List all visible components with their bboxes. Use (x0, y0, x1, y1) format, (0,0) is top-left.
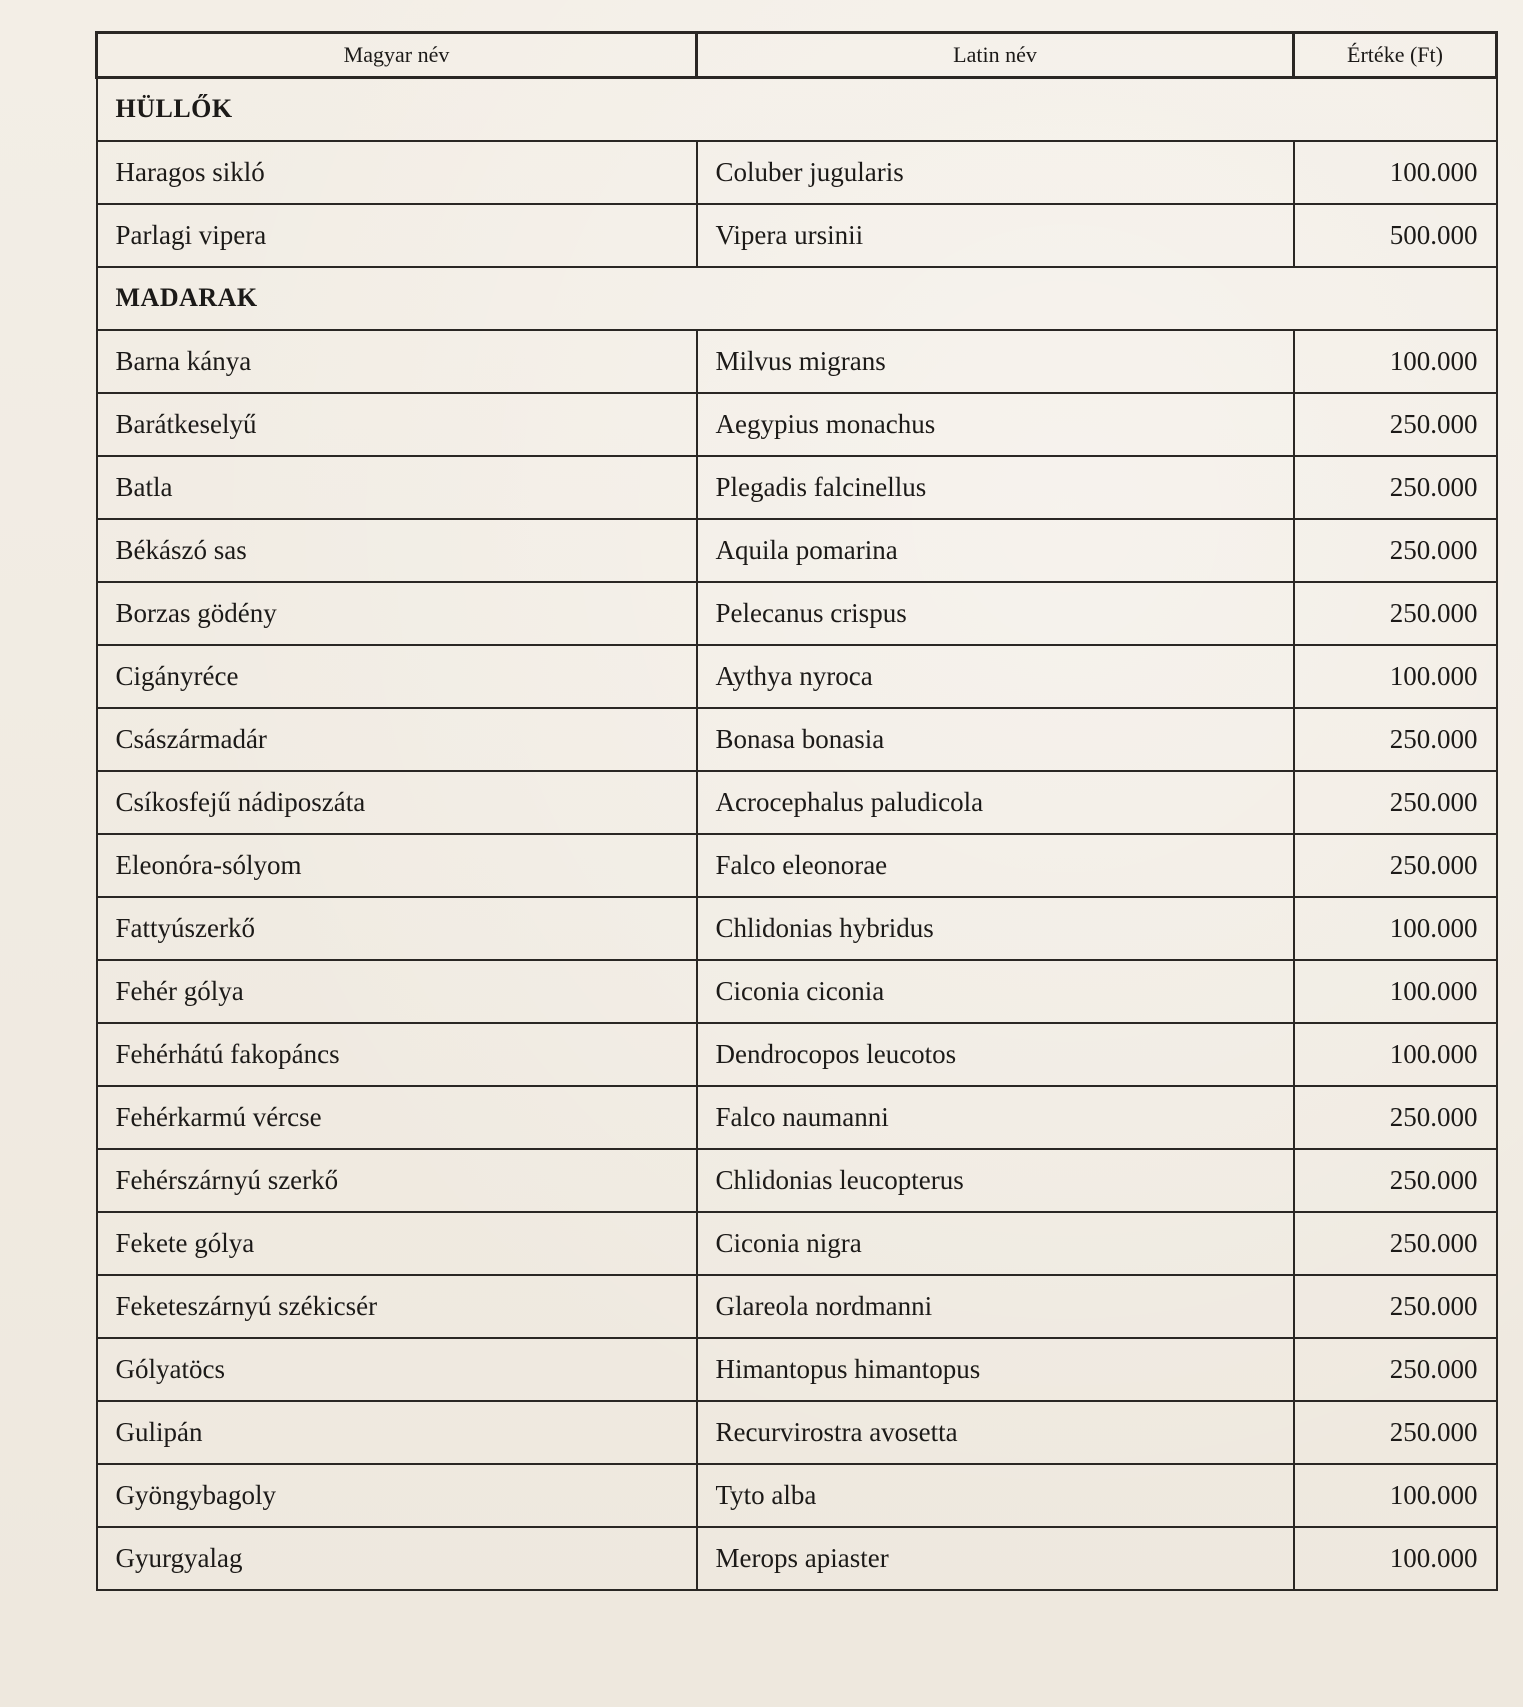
hungarian-name-cell: Cigányréce (97, 645, 697, 708)
hungarian-name-cell: Feketeszárnyú székicsér (97, 1275, 697, 1338)
table-row (97, 519, 1497, 582)
hungarian-name-cell: Csíkosfejű nádiposzáta (97, 771, 697, 834)
hungarian-name-cell: Parlagi vipera (97, 204, 697, 267)
latin-name-cell: Aythya nyroca (697, 645, 1294, 708)
hungarian-name-cell: Fehérkarmú vércse (97, 1086, 697, 1149)
hungarian-name-cell: Haragos sikló (97, 141, 697, 204)
hungarian-name-cell: Gyurgyalag (97, 1527, 697, 1590)
value-cell: 250.000 (1294, 456, 1497, 519)
value-cell: 250.000 (1294, 1212, 1497, 1275)
table-row (97, 1401, 1497, 1464)
latin-name-cell: Falco eleonorae (697, 834, 1294, 897)
table-row (97, 1086, 1497, 1149)
value-cell: 250.000 (1294, 393, 1497, 456)
value-cell: 250.000 (1294, 519, 1497, 582)
latin-name-cell: Aegypius monachus (697, 393, 1294, 456)
table-row (97, 1527, 1497, 1590)
latin-name-cell: Chlidonias hybridus (697, 897, 1294, 960)
table-row (97, 708, 1497, 771)
value-cell: 250.000 (1294, 1275, 1497, 1338)
latin-name-cell: Dendrocopos leucotos (697, 1023, 1294, 1086)
value-cell: 100.000 (1294, 645, 1497, 708)
section-title: MADARAK (97, 267, 1497, 330)
value-cell: 250.000 (1294, 1338, 1497, 1401)
latin-name-cell: Recurvirostra avosetta (697, 1401, 1294, 1464)
table-body (97, 78, 1497, 1590)
latin-name-cell: Coluber jugularis (697, 141, 1294, 204)
table-row (97, 771, 1497, 834)
table-row (97, 645, 1497, 708)
table-row (97, 960, 1497, 1023)
table-row (97, 456, 1497, 519)
hungarian-name-cell: Fehér gólya (97, 960, 697, 1023)
header-row (97, 33, 1497, 78)
value-cell: 100.000 (1294, 1023, 1497, 1086)
value-cell: 250.000 (1294, 708, 1497, 771)
latin-name-cell: Bonasa bonasia (697, 708, 1294, 771)
header-value: Értéke (Ft) (1294, 33, 1497, 78)
value-cell: 100.000 (1294, 960, 1497, 1023)
hungarian-name-cell: Békászó sas (97, 519, 697, 582)
latin-name-cell: Plegadis falcinellus (697, 456, 1294, 519)
hungarian-name-cell: Császármadár (97, 708, 697, 771)
hungarian-name-cell: Fehérszárnyú szerkő (97, 1149, 697, 1212)
hungarian-name-cell: Fattyúszerkő (97, 897, 697, 960)
hungarian-name-cell: Gyöngybagoly (97, 1464, 697, 1527)
value-cell: 250.000 (1294, 771, 1497, 834)
latin-name-cell: Ciconia ciconia (697, 960, 1294, 1023)
value-cell: 100.000 (1294, 897, 1497, 960)
latin-name-cell: Acrocephalus paludicola (697, 771, 1294, 834)
latin-name-cell: Vipera ursinii (697, 204, 1294, 267)
section-header-row (97, 267, 1497, 330)
value-cell: 250.000 (1294, 1149, 1497, 1212)
table-row (97, 204, 1497, 267)
table-row (97, 1023, 1497, 1086)
value-cell: 100.000 (1294, 1527, 1497, 1590)
table-row (97, 330, 1497, 393)
hungarian-name-cell: Batla (97, 456, 697, 519)
value-cell: 100.000 (1294, 1464, 1497, 1527)
protected-species-table (95, 31, 1498, 1591)
hungarian-name-cell: Eleonóra-sólyom (97, 834, 697, 897)
hungarian-name-cell: Barna kánya (97, 330, 697, 393)
value-cell: 100.000 (1294, 141, 1497, 204)
latin-name-cell: Falco naumanni (697, 1086, 1294, 1149)
latin-name-cell: Pelecanus crispus (697, 582, 1294, 645)
value-cell: 250.000 (1294, 1401, 1497, 1464)
latin-name-cell: Ciconia nigra (697, 1212, 1294, 1275)
hungarian-name-cell: Barátkeselyű (97, 393, 697, 456)
hungarian-name-cell: Fekete gólya (97, 1212, 697, 1275)
section-header-row (97, 78, 1497, 141)
latin-name-cell: Aquila pomarina (697, 519, 1294, 582)
header-hungarian-name: Magyar név (97, 33, 697, 78)
latin-name-cell: Milvus migrans (697, 330, 1294, 393)
hungarian-name-cell: Gólyatöcs (97, 1338, 697, 1401)
table-row (97, 834, 1497, 897)
value-cell: 250.000 (1294, 582, 1497, 645)
value-cell: 250.000 (1294, 1086, 1497, 1149)
value-cell: 100.000 (1294, 330, 1497, 393)
hungarian-name-cell: Gulipán (97, 1401, 697, 1464)
latin-name-cell: Chlidonias leucopterus (697, 1149, 1294, 1212)
table-row (97, 582, 1497, 645)
hungarian-name-cell: Borzas gödény (97, 582, 697, 645)
table-row (97, 1149, 1497, 1212)
table-row (97, 1212, 1497, 1275)
latin-name-cell: Glareola nordmanni (697, 1275, 1294, 1338)
value-cell: 500.000 (1294, 204, 1497, 267)
latin-name-cell: Himantopus himantopus (697, 1338, 1294, 1401)
value-cell: 250.000 (1294, 834, 1497, 897)
table-row (97, 1275, 1497, 1338)
table-row (97, 897, 1497, 960)
latin-name-cell: Merops apiaster (697, 1527, 1294, 1590)
table-row (97, 393, 1497, 456)
hungarian-name-cell: Fehérhátú fakopáncs (97, 1023, 697, 1086)
table-row (97, 1464, 1497, 1527)
table-row (97, 1338, 1497, 1401)
header-latin-name: Latin név (697, 33, 1294, 78)
section-title: HÜLLŐK (97, 78, 1497, 141)
latin-name-cell: Tyto alba (697, 1464, 1294, 1527)
table-row (97, 141, 1497, 204)
